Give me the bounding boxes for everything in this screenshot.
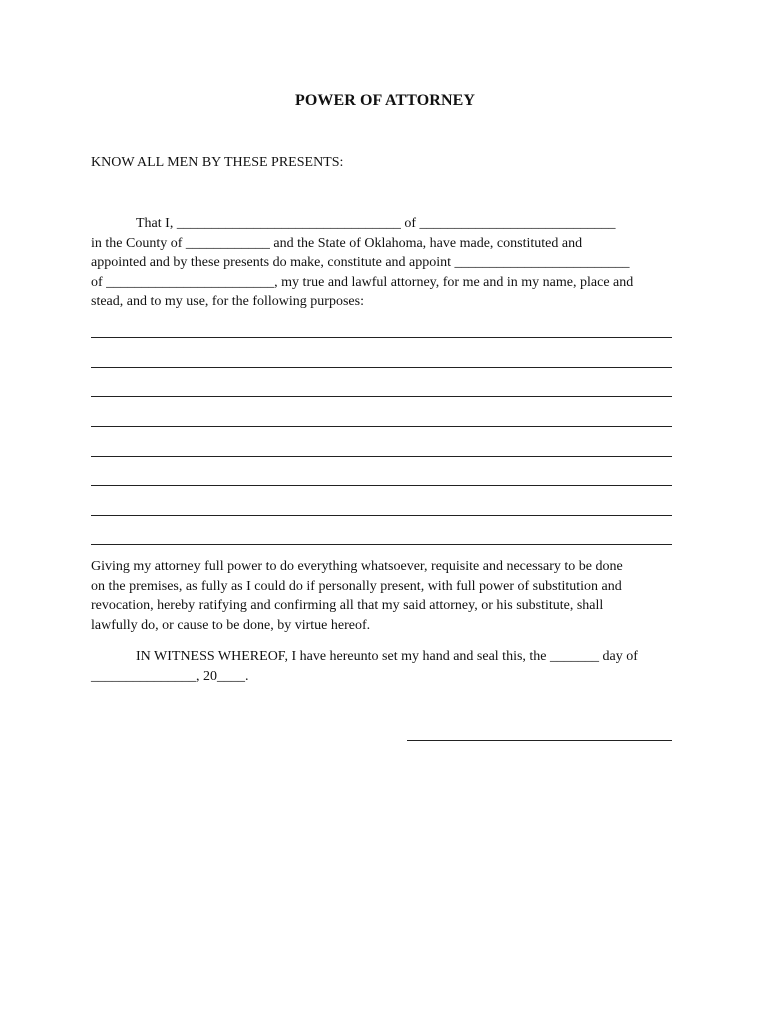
powers-paragraph <box>91 557 681 635</box>
witness-paragraph <box>91 647 681 686</box>
appointment-paragraph <box>91 214 681 312</box>
powers-line-1: Giving my attorney full power to do everything whatsoever, requisite and necessary to be done <box>91 559 623 574</box>
purpose-blank-line-5 <box>91 456 672 457</box>
appointment-line-3: appointed and by these presents do make, constitute and appoint _________________________ <box>91 255 630 271</box>
preamble-text: KNOW ALL MEN BY THESE PRESENTS: <box>91 155 344 170</box>
powers-line-2: on the premises, as fully as I could do if personally present, with full power of substitution and <box>91 578 622 594</box>
witness-line-2: _______________, 20____. <box>91 668 249 684</box>
document-title: POWER OF ATTORNEY <box>294 92 476 109</box>
signature-line <box>407 740 672 741</box>
purpose-blank-line-4 <box>91 426 672 427</box>
appointment-line-4: of ________________________, my true and lawful attorney, for me and in my name, place and <box>91 274 634 290</box>
purpose-blank-line-8 <box>91 544 672 545</box>
powers-line-3: revocation, hereby ratifying and confirming all that my said attorney, or his substitute, shall <box>91 598 604 614</box>
appointment-line-5: stead, and to my use, for the following purposes: <box>91 294 364 310</box>
purpose-blank-line-1 <box>91 337 672 338</box>
purpose-blank-line-7 <box>91 515 672 516</box>
appointment-line-2: in the County of ____________ and the State of Oklahoma, have made, constituted and <box>91 235 583 251</box>
witness-line-1: IN WITNESS WHEREOF, I have hereunto set my hand and seal this, the _______ day of <box>136 649 638 664</box>
purpose-blank-line-6 <box>91 485 672 486</box>
purpose-blank-line-3 <box>91 396 672 397</box>
appointment-line-1: That I, ________________________________ of ____________________________ <box>136 216 616 231</box>
purpose-blank-line-2 <box>91 367 672 368</box>
powers-line-4: lawfully do, or cause to be done, by virtue hereof. <box>91 617 371 633</box>
